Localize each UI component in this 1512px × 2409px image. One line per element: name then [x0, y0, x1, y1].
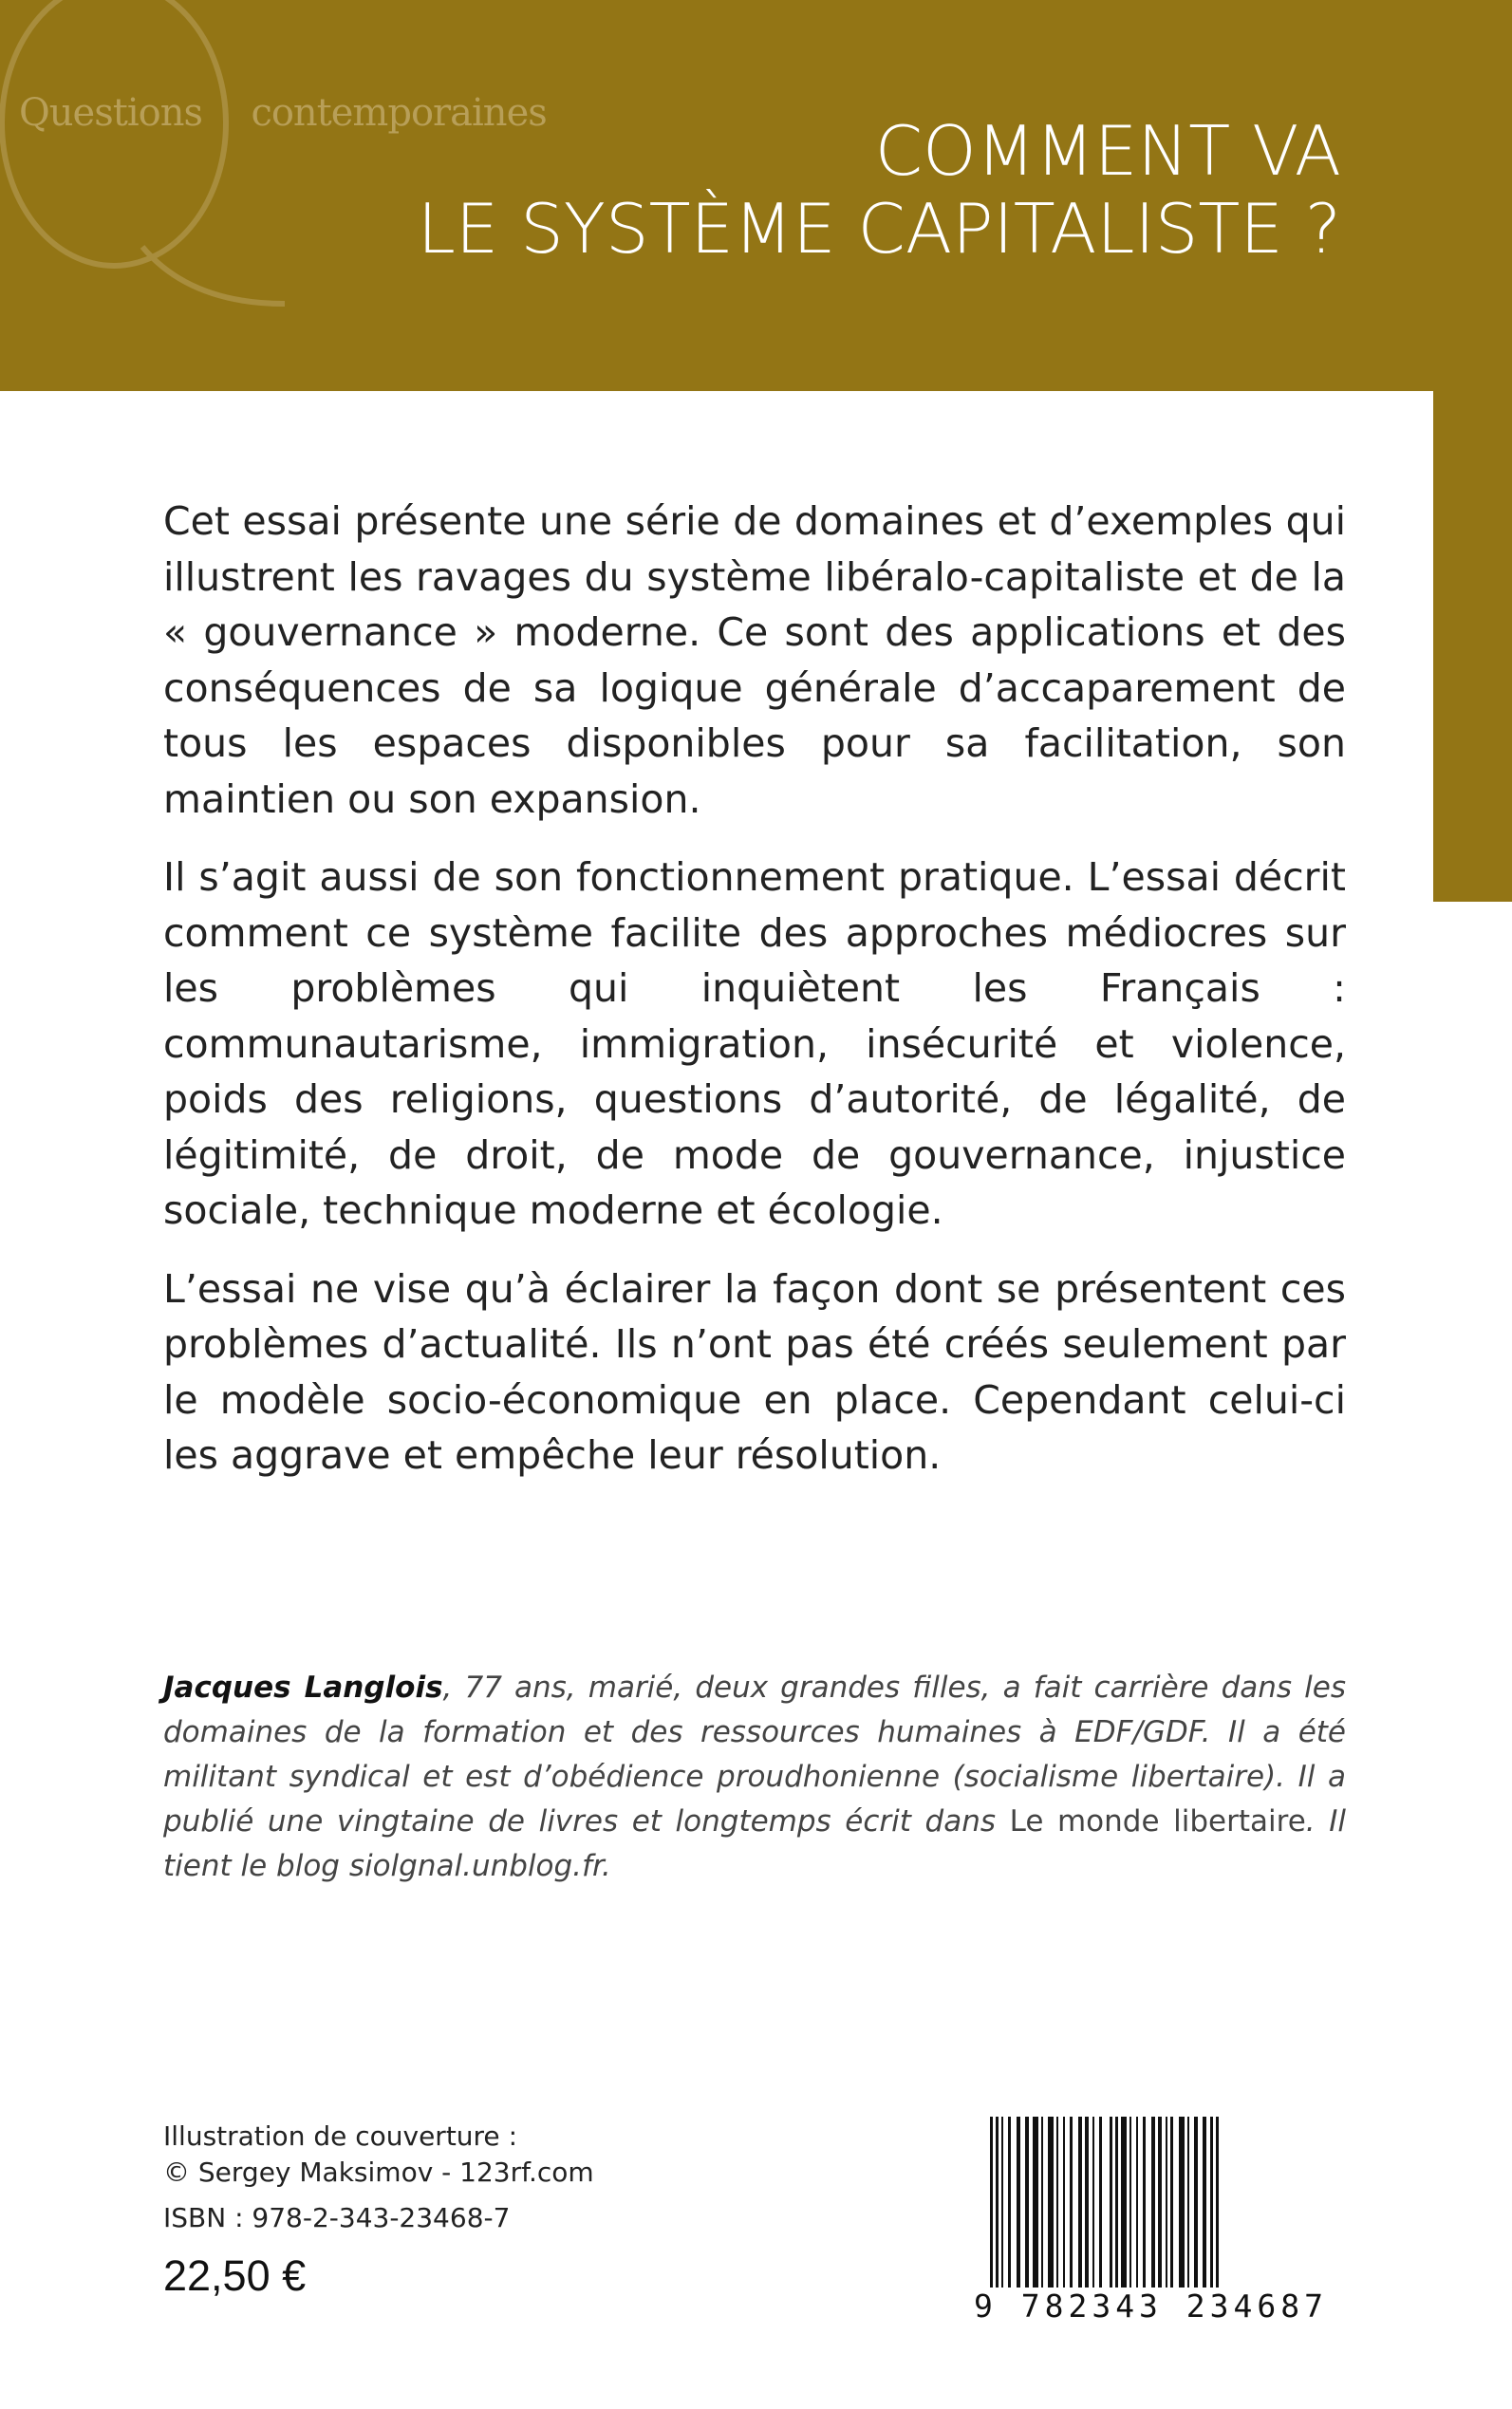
title-line-2: LE SYSTÈME CAPITALISTE ? — [417, 189, 1341, 269]
credit-line-2: © Sergey Maksimov - 123rf.com — [163, 2157, 594, 2188]
barcode-bar — [1085, 2117, 1089, 2288]
barcode — [963, 2117, 1338, 2325]
barcode-bar — [1151, 2117, 1155, 2288]
top-color-band — [0, 0, 1512, 391]
publication-name: Le monde libertaire — [1009, 1804, 1306, 1839]
barcode-bar — [1033, 2117, 1038, 2288]
barcode-bar — [1017, 2117, 1020, 2288]
barcode-bar — [1203, 2117, 1206, 2288]
blurb-paragraph-2: Il s’agit aussi de son fonctionnement pratique. L’essai décrit comment ce système facilite des approches médiocres sur les problèmes qui inquiètent les Français : communautarisme, immigration, insécurité et violence, poids des religions, questions d’autorité, de légalité, de légitimité, de droit, de mode de gouvernance, injustice sociale, technique moderne et écologie. — [163, 854, 1346, 1233]
barcode-bar — [1099, 2117, 1102, 2288]
barcode-bar — [1115, 2117, 1118, 2306]
barcode-bar — [1063, 2117, 1065, 2288]
barcode-bar — [990, 2117, 993, 2306]
barcode-digits: 9 782343 234687 — [963, 2288, 1338, 2325]
title-line-1: COMMENT VA — [874, 111, 1341, 191]
book-title — [418, 112, 1341, 268]
cover-credit — [163, 2119, 594, 2191]
series-first-word: Questions — [19, 91, 202, 135]
author-bio — [163, 1666, 1346, 1889]
barcode-bar — [1092, 2117, 1094, 2288]
blurb-paragraph-1: Cet essai présente une série de domaines et d’exemples qui illustrent les ravages du système libéralo-capitaliste et de la « gouvernance » moderne. Ce sont des applications et des conséquences de sa logique générale d’accaparement de tous les espaces disponibles pour sa facilitation, son maintien ou son expansion. — [163, 498, 1346, 822]
barcode-bar — [1216, 2117, 1219, 2306]
barcode-bar — [1210, 2117, 1213, 2306]
author-name: Jacques Langlois — [163, 1671, 443, 1705]
barcode-bar — [1056, 2117, 1058, 2288]
barcode-bar — [1008, 2117, 1011, 2288]
barcode-bar — [1166, 2117, 1167, 2288]
barcode-bar — [1187, 2117, 1189, 2288]
barcode-bar — [1048, 2117, 1054, 2288]
price: 22,50 € — [163, 2251, 307, 2300]
q-logo-icon — [0, 0, 304, 351]
barcode-bar — [1070, 2117, 1073, 2288]
barcode-bar — [1041, 2117, 1043, 2288]
blurb — [163, 494, 1346, 1506]
barcode-bar — [1121, 2117, 1127, 2288]
barcode-bar — [1179, 2117, 1185, 2288]
series-second-word: contemporaines — [251, 91, 547, 135]
isbn: ISBN : 978-2-343-23468-7 — [163, 2202, 511, 2233]
barcode-bar — [1129, 2117, 1131, 2288]
bio-text-2: . Il tient le blog siolgnal.unblog.fr. — [163, 1804, 1346, 1883]
barcode-bar — [1001, 2117, 1003, 2288]
barcode-bar — [996, 2117, 999, 2306]
barcode-bar — [1078, 2117, 1082, 2288]
barcode-bar — [1158, 2117, 1162, 2288]
barcode-bar — [1110, 2117, 1112, 2306]
bio-text-1: , 77 ans, marié, deux grandes filles, a fait carrière dans les domaines de la formation et des ressources humaines à EDF/GDF. Il a été militant syndical et est d’obédience proudhonienne (socialisme libertaire). Il a publié une vingtaine de livres et longtemps écrit dans — [163, 1671, 1346, 1839]
blurb-paragraph-3: L’essai ne vise qu’à éclairer la façon dont se présentent ces problèmes d’actualité. Ils n’ont pas été créés seulement par le modèle socio-économique en place. Cependant celui-ci les aggrave et empêche leur résolution. — [163, 1265, 1346, 1478]
barcode-bar — [1136, 2117, 1138, 2288]
credit-line-1: Illustration de couverture : — [163, 2120, 517, 2152]
side-color-band — [1433, 391, 1512, 902]
barcode-bar — [1025, 2117, 1029, 2288]
barcode-bar — [1170, 2117, 1173, 2288]
barcode-bar — [1143, 2117, 1146, 2288]
barcode-bar — [1194, 2117, 1198, 2288]
